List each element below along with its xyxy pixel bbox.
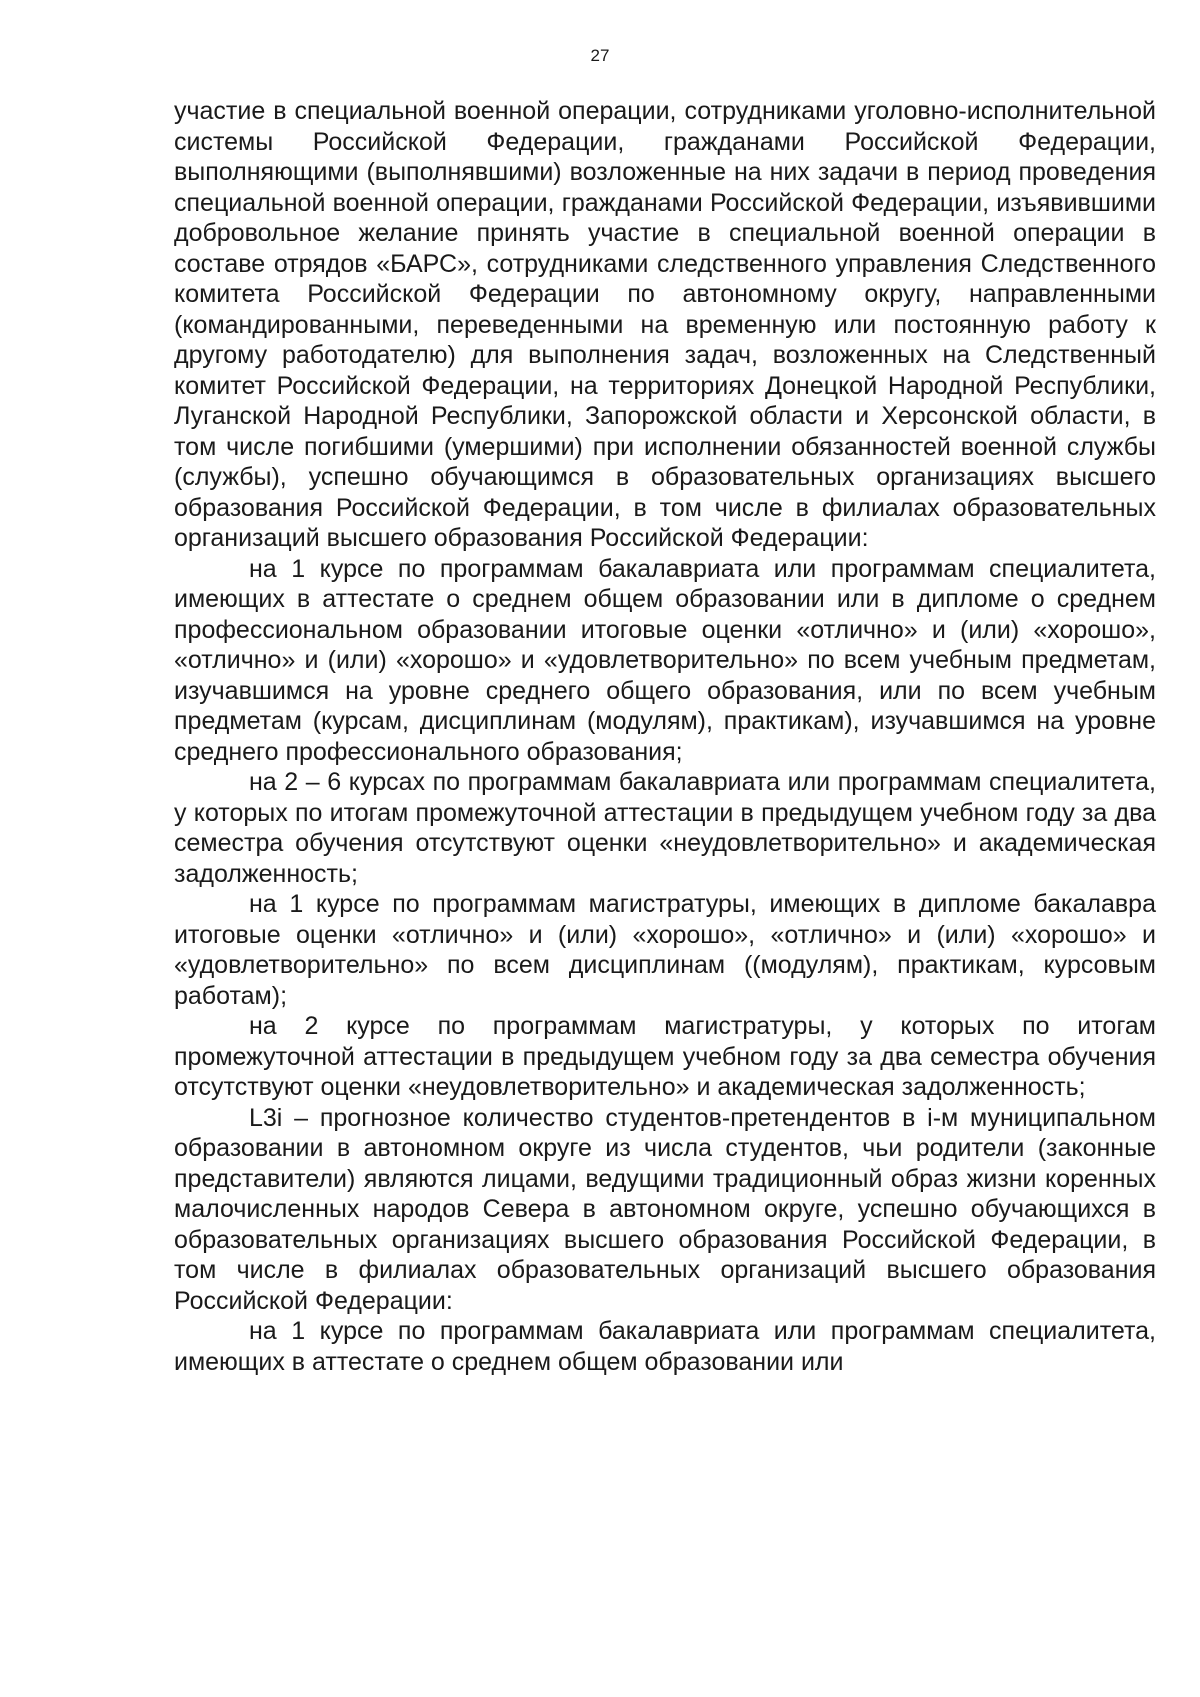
paragraph-continuation: участие в специальной военной операции, сотрудниками уголовно-исполнительной системы Российской Федерации, гражданами Российской Федерации, выполняющими (выполнявшими) возложенные на них задачи в период проведения специальной военной операции, гражданами Российской Федерации, изъявившими добровольное желание принять участие в специальной военной операции в составе отрядов «БАРС», сотрудниками следственного управления Следственного комитета Российской Федерации по автономному округу, направленными (командированными, переведенными на временную или постоянную работу к другому работодателю) для выполнения задач, возложенных на Следственный комитет Российской Федерации, на территориях Донецкой Народной Республики, Луганской Народной Республики, Запорожской области и Херсонской области, в том числе погибшими (умершими) при исполнении обязанностей военной службы (службы), успешно обучающимся в образовательных организациях высшего образования Российской Федерации, в том числе в филиалах образовательных организаций высшего образования Российской Федерации:	[174, 97, 1156, 552]
paragraph-bachelor-later-years: на 2 – 6 курсах по программам бакалавриата или программам специалитета, у которых по итогам промежуточной аттестации в предыдущем учебном году за два семестра обучения отсутствуют оценки «неудовлетворительно» и академическая задолженность;	[174, 768, 1156, 888]
paragraph-l3i-definition: L3i – прогнозное количество студентов-претендентов в i-м муниципальном образовании в автономном округе из числа студентов, чьи родители (законные представители) являются лицами, ведущими традиционный образ жизни коренных малочисленных народов Севера в автономном округе, успешно обучающихся в образовательных организациях высшего образования Российской Федерации, в том числе в филиалах образовательных организаций высшего образования Российской Федерации:	[174, 1103, 1156, 1315]
paragraph-bachelor-first-year: на 1 курсе по программам бакалавриата или программам специалитета, имеющих в аттестате о среднем общем образовании или в дипломе о среднем профессиональном образовании итоговые оценки «отлично» и (или) «хорошо», «отлично» и (или) «хорошо» и «удовлетворительно» по всем учебным предметам, изучавшимся на уровне среднего общего образования, или по всем учебным предметам (курсам, дисциплинам (модулям), практикам), изучавшимся на уровне среднего профессионального образования;	[174, 554, 1156, 766]
paragraph-bachelor-first-year-cont: на 1 курсе по программам бакалавриата или программам специалитета, имеющих в аттестате о среднем общем образовании или	[174, 1317, 1156, 1376]
document-body	[174, 96, 1156, 1377]
paragraph-master-second-year: на 2 курсе по программам магистратуры, у которых по итогам промежуточной аттестации в предыдущем учебном году за два семестра обучения отсутствуют оценки «неудовлетворительно» и академическая задолженность;	[174, 1012, 1156, 1101]
page-number: 27	[590, 46, 610, 65]
paragraph-master-first-year: на 1 курсе по программам магистратуры, имеющих в дипломе бакалавра итоговые оценки «отлично» и (или) «хорошо», «отлично» и (или) «хорошо» и «удовлетворительно» по всем дисциплинам ((модулям), практикам, курсовым работам);	[174, 890, 1156, 1010]
